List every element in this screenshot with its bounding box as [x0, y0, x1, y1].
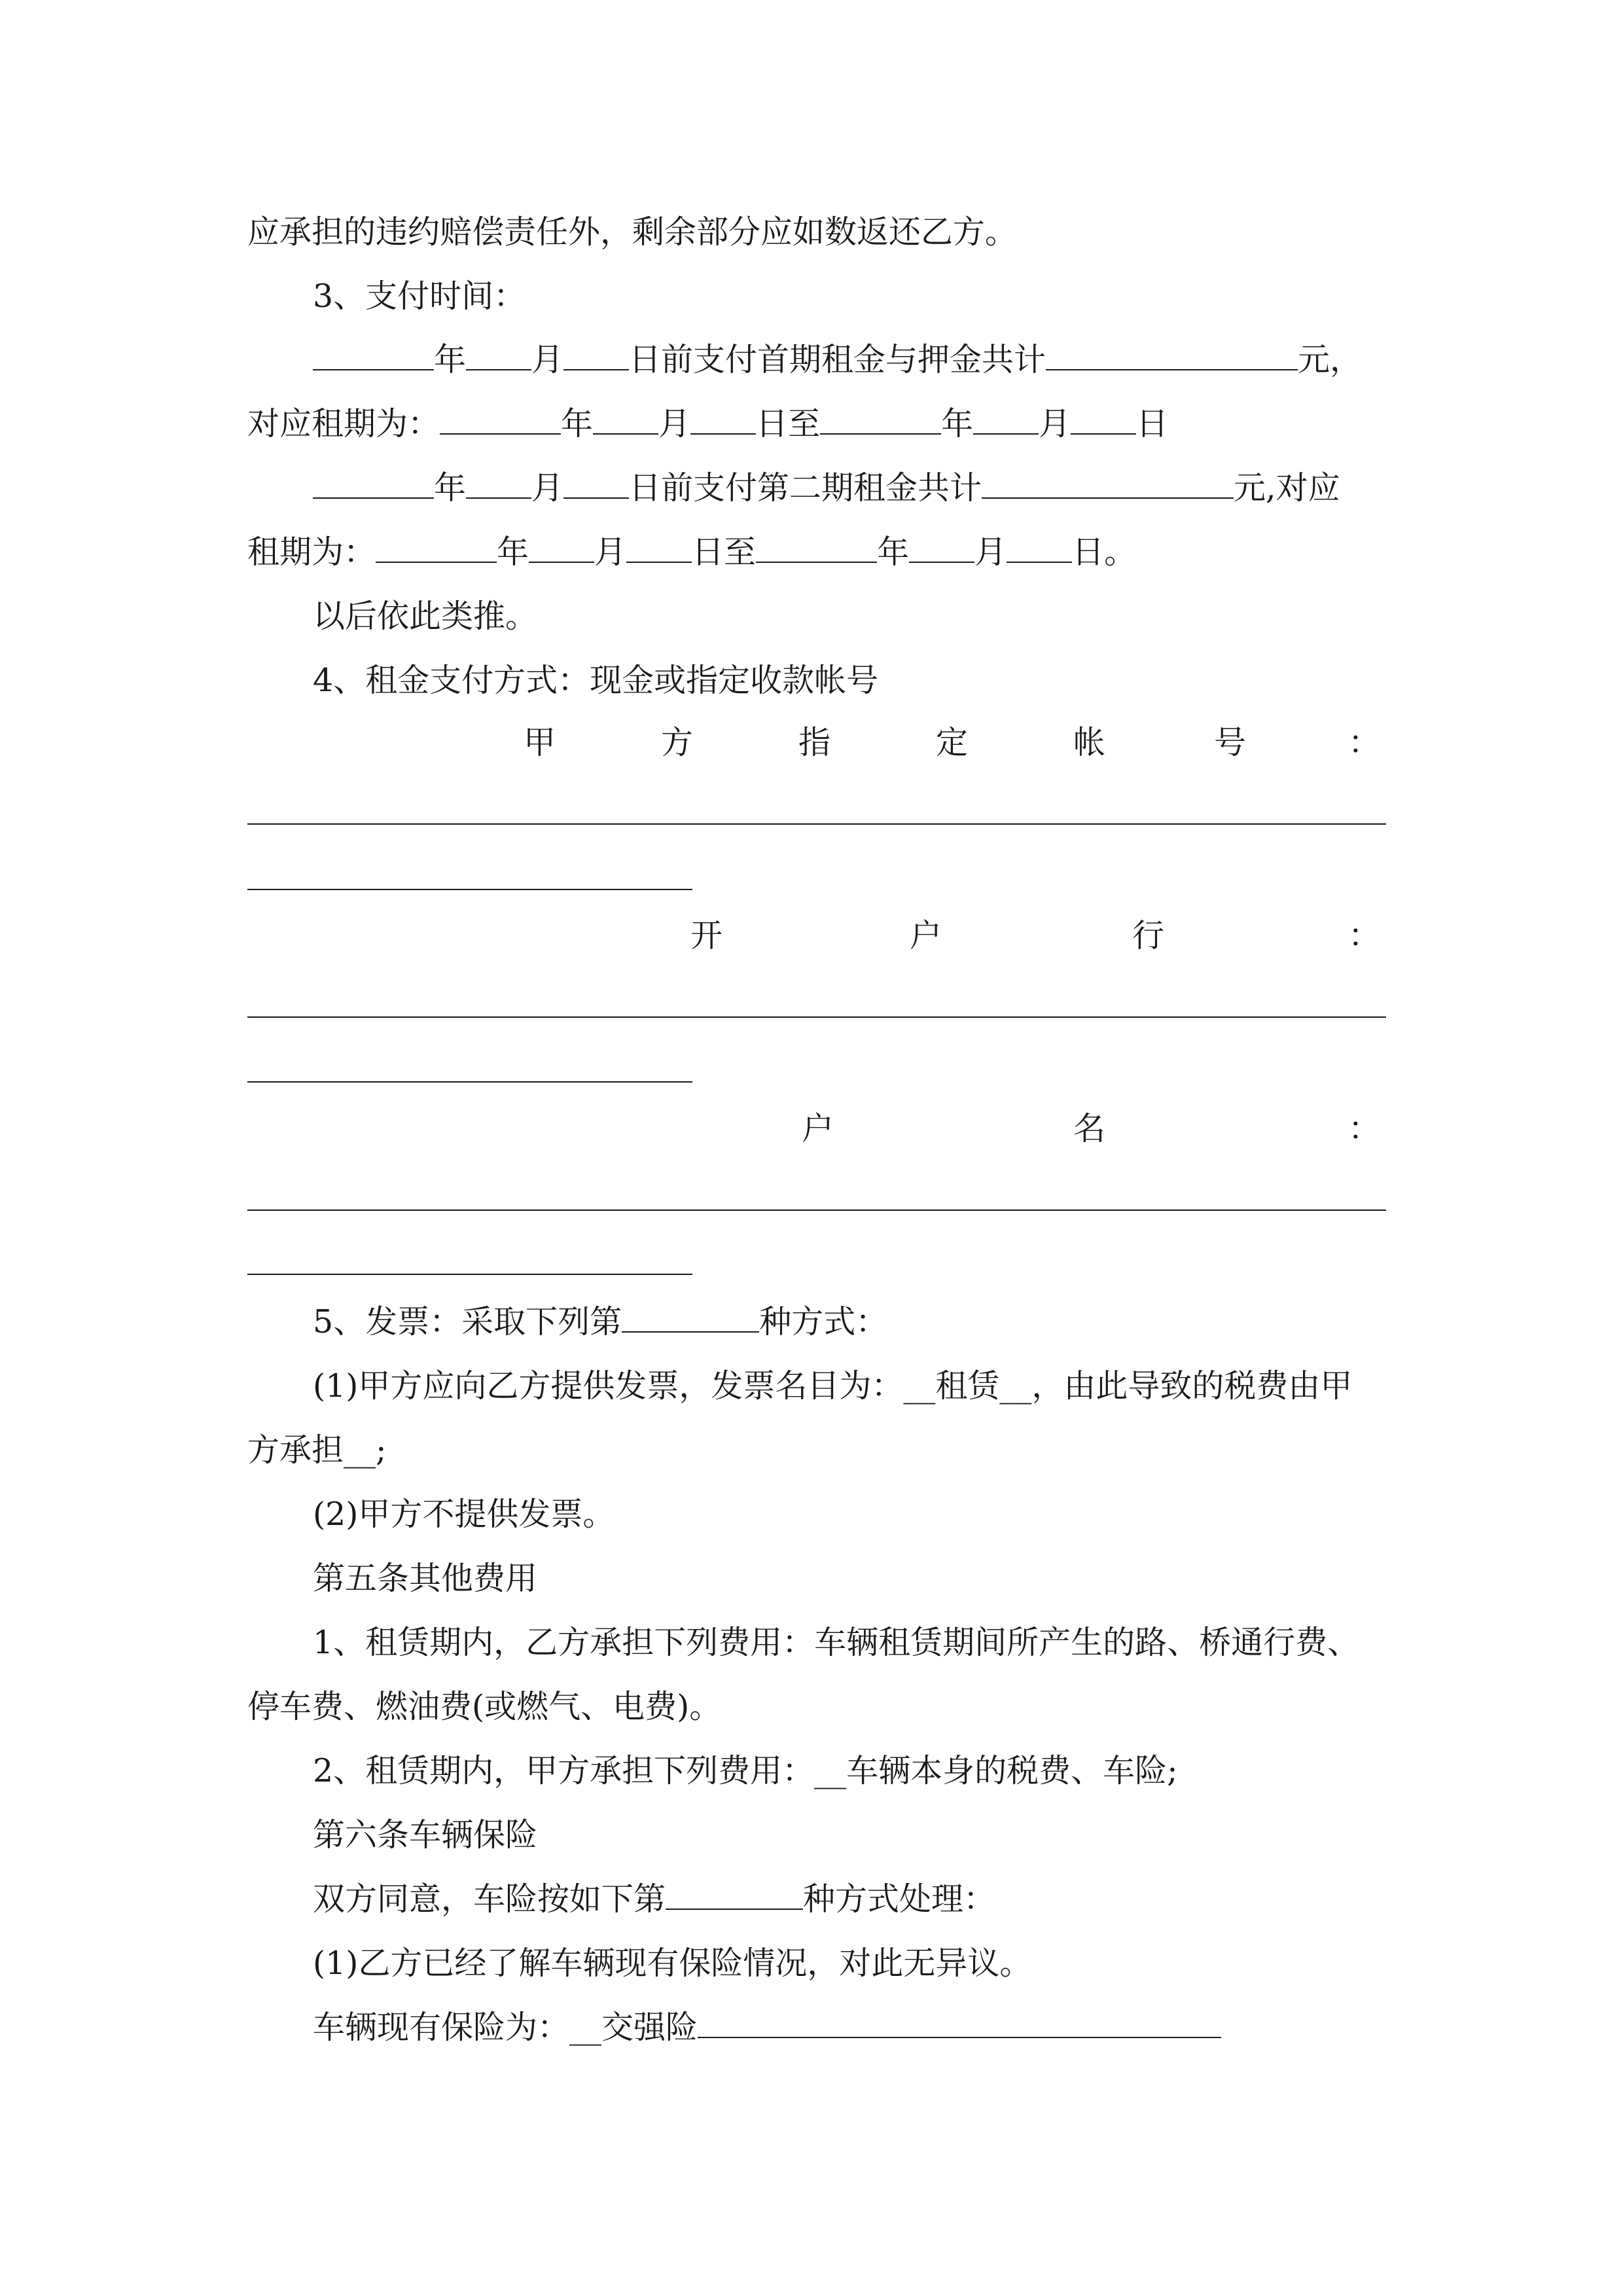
insurance-blank: [698, 1998, 1221, 2038]
account-name-line-continued: [247, 1274, 692, 1275]
invoice-heading-line: 5、发票：采取下列第 种方式：: [313, 1289, 1386, 1355]
account-number-line-continued: [247, 889, 692, 890]
month-blank: [466, 330, 531, 370]
account-number-line: [247, 823, 1386, 825]
insurance-choice-line: 双方同意，车险按如下第 种方式处理：: [313, 1867, 1386, 1932]
section-heading-payment-time: 3、支付时间：: [313, 278, 526, 315]
amount-blank: [1046, 330, 1298, 370]
method-choice-blank: [666, 1869, 803, 1910]
day-blank: [690, 394, 756, 435]
article-heading: 第五条其他费用: [313, 1560, 538, 1597]
article-heading: 第六条车辆保险: [313, 1816, 538, 1854]
year-blank: [820, 394, 941, 435]
paragraph-line: (1)乙方已经了解车辆现有保险情况，对此无异议。: [313, 1945, 1032, 1982]
paragraph-line: 1、租赁期内，乙方承担下列费用：车辆租赁期间所产生的路、桥通行费、: [313, 1624, 1360, 1661]
year-blank: [756, 522, 877, 563]
bank-line: [247, 1016, 1386, 1018]
paragraph-line: 方承担__;: [247, 1431, 387, 1469]
paragraph-line: 应承担的违约赔偿责任外，剩余部分应如数返还乙方。: [247, 213, 1018, 251]
month-blank: [593, 394, 658, 435]
year-blank: [313, 330, 434, 370]
paragraph-line: 以后依此类推。: [313, 598, 538, 635]
amount-blank: [982, 458, 1234, 499]
paragraph-line: (1)甲方应向乙方提供发票，发票名目为：__租赁__，由此导致的税费由甲: [313, 1367, 1353, 1405]
paragraph-line: 2、租赁期内，甲方承担下列费用：__车辆本身的税费、车险;: [313, 1752, 1178, 1789]
section-heading-payment-method: 4、租金支付方式：现金或指定收款帐号: [313, 662, 879, 699]
paragraph-line: (2)甲方不提供发票。: [313, 1496, 615, 1533]
method-choice-blank: [622, 1292, 759, 1333]
first-period-line: 对应租期为： 年 月 日至 年 月 日: [247, 391, 1386, 457]
day-blank: [563, 458, 629, 499]
account-name-line: [247, 1210, 1386, 1211]
bank-line-continued: [247, 1081, 692, 1083]
year-blank: [313, 458, 434, 499]
paragraph-line: 停车费、燃油费(或燃气、电费)。: [247, 1688, 722, 1725]
month-blank: [909, 522, 974, 563]
second-payment-line: 年 月 日前支付第二期租金共计 元,对应: [313, 456, 1386, 521]
day-blank: [1007, 522, 1072, 563]
month-blank: [973, 394, 1039, 435]
first-payment-line: 年 月 日前支付首期租金与押金共计 元，: [313, 327, 1386, 393]
month-blank: [466, 458, 531, 499]
day-blank: [1071, 394, 1136, 435]
document-page: 应承担的违约赔偿责任外，剩余部分应如数返还乙方。 3、支付时间： 年 月 日前支付首期租金与押金共计 元， 对应租期为： 年 月 日至 年 月 日 年 月 日前支付第二期租金共计 元,对应 租期为： 年 月 日至 年 月 日。 以后依此类推。 4、租金支付方式：现金或指定收款帐号 甲 方 指 定 帐 号 ： 开 户 行 ： 户 名 ： 5、发票：采取下列第 种方式： (1)甲方应向乙方提供发票，发票名目为：__租赁__，由此导致的税费由甲 方承担__; (2)甲方不提供发票。 第五条其他费用 1、租赁期内，乙方承担下列费用：车辆租赁期间所产生的路、桥通行费、 停车费、燃油费(或燃气、电费)。 2、租赁期内，甲方承担下列费用：__车辆本身的税费、车险; 第六条车辆保险 双方同意，车险按如下第 种方式处理： (1)乙方已经了解车辆现有保险情况，对此无异议。 车辆现有保险为：__交强险: [0, 0, 1623, 2296]
second-period-line: 租期为： 年 月 日至 年 月 日。: [247, 520, 1386, 585]
insurance-list-line: 车辆现有保险为：__交强险: [313, 1995, 1386, 2060]
day-blank: [563, 330, 629, 370]
day-blank: [626, 522, 692, 563]
year-blank: [376, 522, 497, 563]
year-blank: [440, 394, 561, 435]
month-blank: [529, 522, 594, 563]
